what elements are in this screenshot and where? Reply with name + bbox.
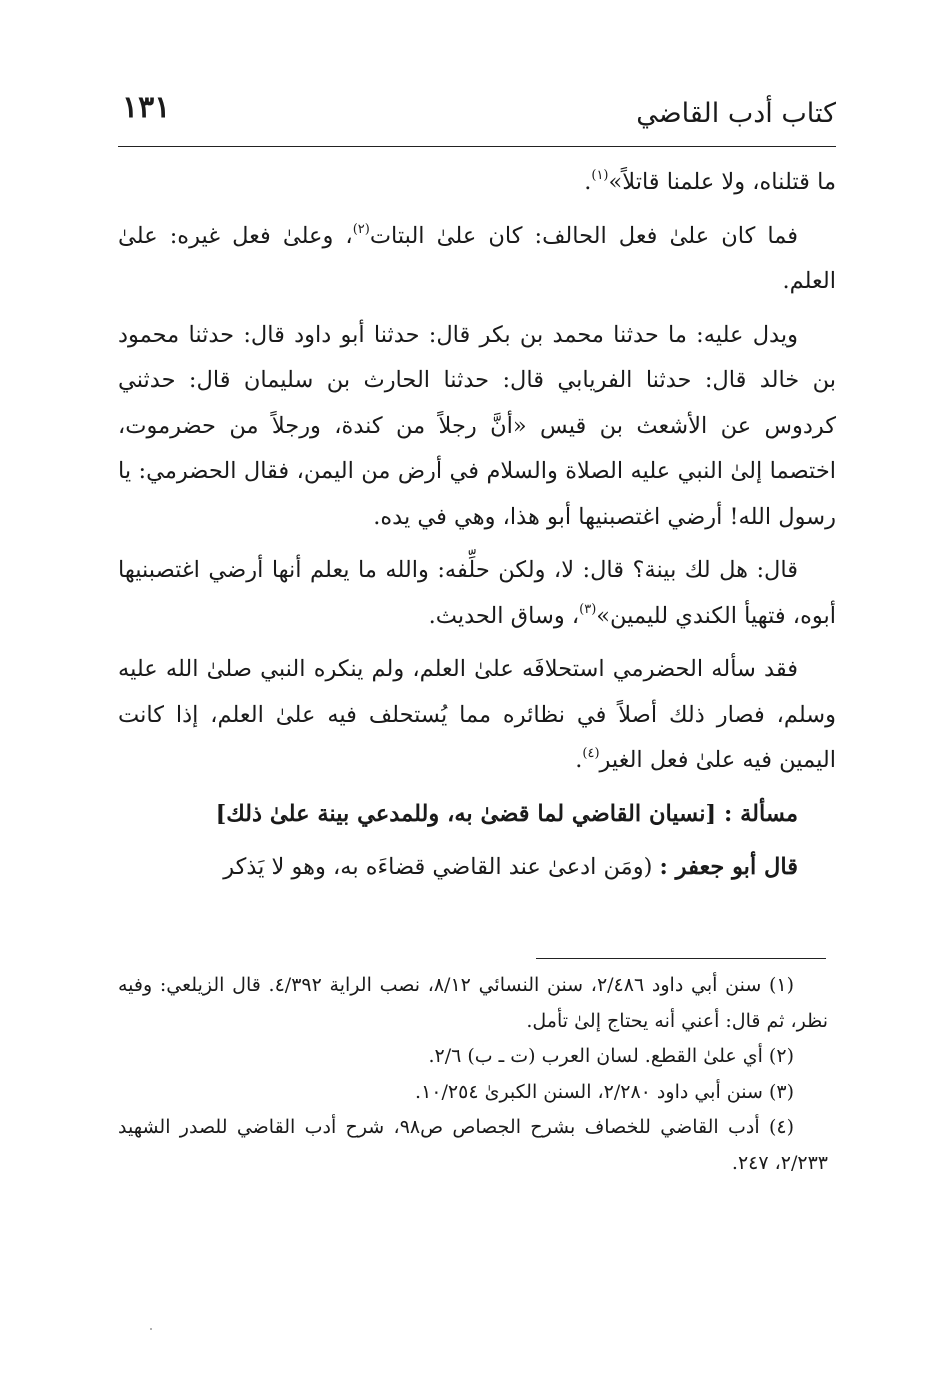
paragraph-6: قال أبو جعفر : (ومَن ادعىٰ عند القاضي قضاءَه به، وهو لا يَذكر xyxy=(223,854,798,880)
footnotes xyxy=(118,968,828,1181)
footnote-1: (١) سنن أبي داود ٢/٤٨٦، سنن النسائي ٨/١٢، نصب الراية ٤/٣٩٢. قال الزيلعي: وفيه نظر، ثم قال: أعني أنه يحتاج إلىٰ تأمل. xyxy=(118,974,828,1032)
running-title: كتاب أدب القاضي xyxy=(636,98,836,129)
footnote-ref-1: (١) xyxy=(591,168,609,183)
footnote-4: (٤) أدب القاضي للخصاف بشرح الجصاص ص٩٨، شرح أدب القاضي للصدر الشهيد ٢/٢٣٣، ٢٤٧. xyxy=(118,1116,828,1174)
paragraph-2: فما كان علىٰ فعل الحالف: كان علىٰ البتات$^{(٢)}$، وعلىٰ فعل غيره: علىٰ العلم. xyxy=(118,221,836,294)
footnote-rule xyxy=(536,958,826,959)
speaker-label: قال أبو جعفر : xyxy=(659,854,798,880)
main-text xyxy=(118,160,836,899)
footnote-2: (٢) أي علىٰ القطع. لسان العرب (ت ـ ب) ٢/٦. xyxy=(428,1045,794,1067)
header-rule xyxy=(118,146,836,147)
page-header xyxy=(118,88,836,144)
heading-label: مسألة : xyxy=(723,800,798,827)
paragraph-4: قال: هل لك بينة؟ قال: لا، ولكن حلِّفه: والله ما يعلم أنها أرضي اغتصبنيها أبوه، فتهيأ الكندي لليمين»$^{(٣)}$، وساق الحديث. xyxy=(118,557,836,629)
heading-title: [نسيان القاضي لما قضىٰ به، وللمدعي بينة علىٰ ذلك] xyxy=(215,800,717,827)
page-number: ١٣١ xyxy=(122,90,171,125)
footnote-ref-4: (٤) xyxy=(582,746,600,761)
footnote-3: (٣) سنن أبي داود ٢/٢٨٠، السنن الكبرىٰ ١٠/٢٥٤. xyxy=(415,1080,794,1103)
paragraph-3: ويدل عليه: ما حدثنا محمد بن بكر قال: حدثنا أبو داود قال: حدثنا محمود بن خالد قال: حدثنا الفريابي قال: حدثنا الحارث بن سليمان قال: حدثني كردوس عن الأشعث بن قيس «أنَّ رجلاً من كندة، ورجلاً من حضرموت، اختصما إلىٰ النبي عليه الصلاة والسلام في أرض من اليمن، فقال الحضرمي: يا رسول الله! أرضي اغتصبنيها أبو هذا، وهي في يده. xyxy=(118,321,836,530)
footnote-ref-2: (٢) xyxy=(352,221,370,237)
footnote-ref-3: (٣) xyxy=(579,601,597,617)
section-heading xyxy=(118,792,836,838)
paragraph-1: ما قتلناه، ولا علمنا قاتلاً»$^{(١)}$. xyxy=(584,168,836,195)
paragraph-5: فقد سأله الحضرمي استحلافَه علىٰ العلم، ولم ينكره النبي صلىٰ الله عليه وسلم، فصار ذلك أصلاً في نظائره مما يُستحلف فيه علىٰ العلم، إذا كانت اليمين فيه علىٰ فعل الغير$^{(٤)}$. xyxy=(118,656,836,773)
scan-speck xyxy=(150,1328,152,1330)
